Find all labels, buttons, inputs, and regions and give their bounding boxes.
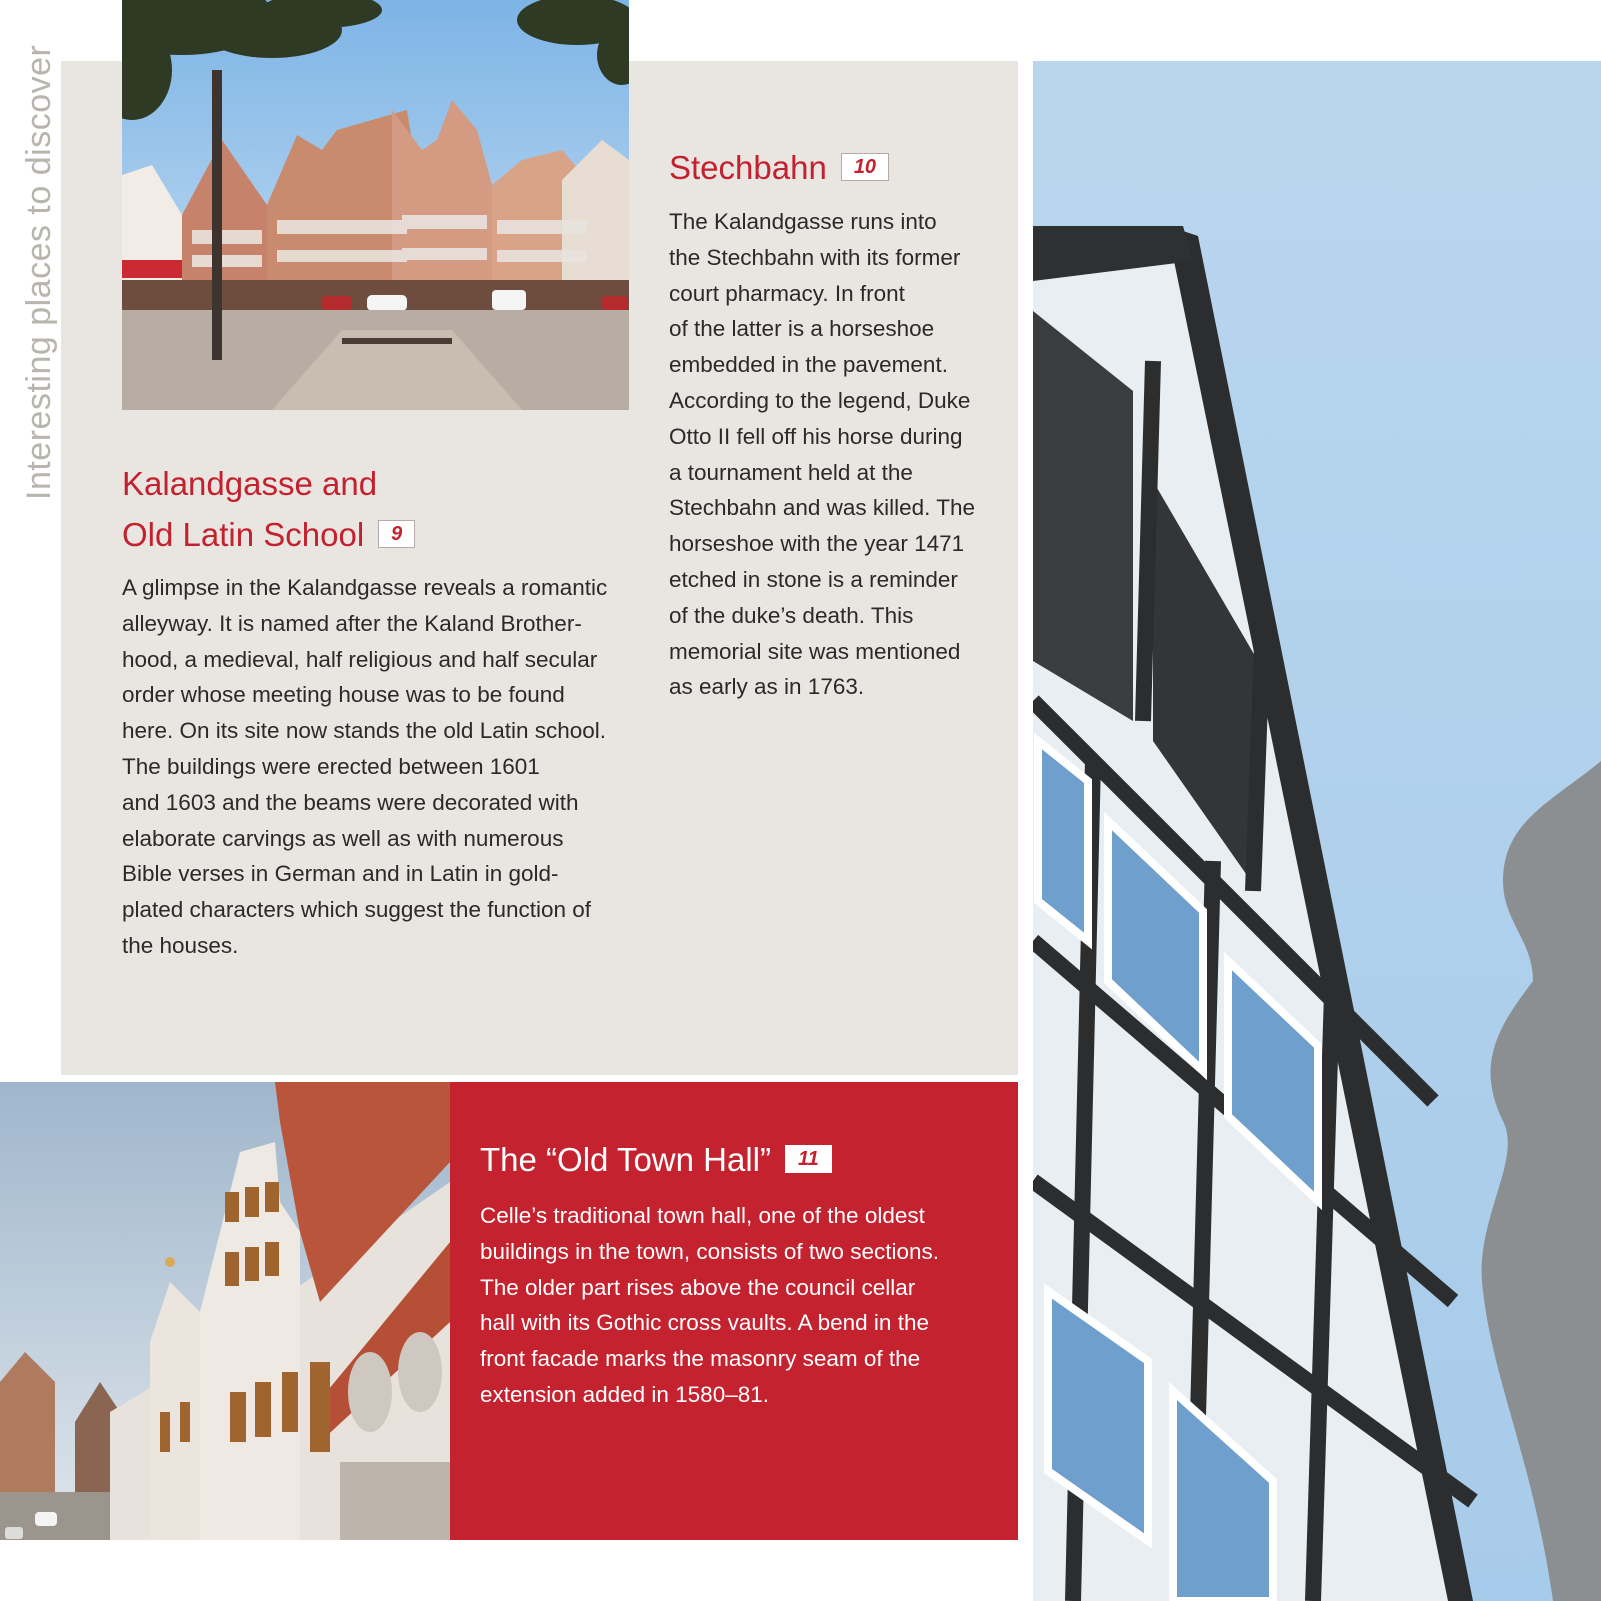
body-line: order whose meeting house was to be found <box>122 682 565 708</box>
body-line: The Kalandgasse runs into <box>669 209 937 234</box>
town-square-photo <box>122 0 629 410</box>
body-line: court pharmacy. In front <box>669 280 905 306</box>
body-line: memorial site was mentioned <box>669 638 961 664</box>
body-line: buildings in the town, consists of two sections. <box>480 1238 939 1264</box>
body-line: elaborate carvings as well as with numerous <box>122 825 564 851</box>
body-line: According to the legend, Duke <box>669 387 971 413</box>
body-line: the houses. <box>122 932 239 958</box>
body-line: Bible verses in German and in Latin in gold- <box>122 861 559 887</box>
body-line: and 1603 and the beams were decorated with <box>122 789 579 815</box>
body-line: embedded in the pavement. <box>669 352 948 378</box>
body-line: The buildings were erected between 1601 <box>122 753 540 779</box>
body-line: as early as in 1763. <box>669 674 865 700</box>
body-line: extension added in 1580–81. <box>480 1381 769 1407</box>
body-line: the Stechbahn with its former <box>669 244 961 270</box>
stechbahn-number-badge: 10 <box>841 153 889 181</box>
body-line: Celle’s traditional town hall, one of the oldest <box>480 1203 925 1228</box>
town-hall-heading <box>480 1136 832 1184</box>
kalandgasse-body <box>122 570 607 964</box>
kalandgasse-title-line2: Old Latin School <box>122 516 365 553</box>
body-line: etched in stone is a reminder <box>669 566 958 592</box>
stechbahn-title: Stechbahn <box>669 149 827 186</box>
town-hall-number-badge: 11 <box>785 1145 832 1173</box>
stechbahn-body <box>669 204 975 705</box>
town-hall-photo <box>0 1082 450 1540</box>
town-hall-title: The “Old Town Hall” <box>480 1141 771 1178</box>
body-line: alleyway. It is named after the Kaland Brother- <box>122 610 582 636</box>
stechbahn-heading <box>669 142 889 193</box>
side-label-text: Interesting places to discover <box>20 44 58 500</box>
body-line: hood, a medieval, half religious and half secular <box>122 646 598 672</box>
town-hall-body <box>480 1198 939 1413</box>
body-line: plated characters which suggest the function of <box>122 897 592 923</box>
body-line: of the duke’s death. This <box>669 602 914 628</box>
body-line: horseshoe with the year 1471 <box>669 531 965 557</box>
kalandgasse-heading <box>122 458 415 560</box>
kalandgasse-title-line1: Kalandgasse and <box>122 465 378 502</box>
body-line: a tournament held at the <box>669 459 913 485</box>
body-line: front facade marks the masonry seam of the <box>480 1346 921 1372</box>
body-line: A glimpse in the Kalandgasse reveals a romantic <box>122 575 608 600</box>
body-line: Stechbahn and was killed. The <box>669 495 976 521</box>
body-line: of the latter is a horseshoe <box>669 316 935 342</box>
facade-photo <box>1033 61 1601 1601</box>
kalandgasse-number-badge: 9 <box>378 520 415 548</box>
body-line: here. On its site now stands the old Latin school. <box>122 718 607 744</box>
body-line: hall with its Gothic cross vaults. A bend in the <box>480 1310 929 1336</box>
body-line: Otto II fell off his horse during <box>669 423 963 449</box>
body-line: The older part rises above the council cellar <box>480 1274 916 1300</box>
side-label <box>20 44 60 500</box>
